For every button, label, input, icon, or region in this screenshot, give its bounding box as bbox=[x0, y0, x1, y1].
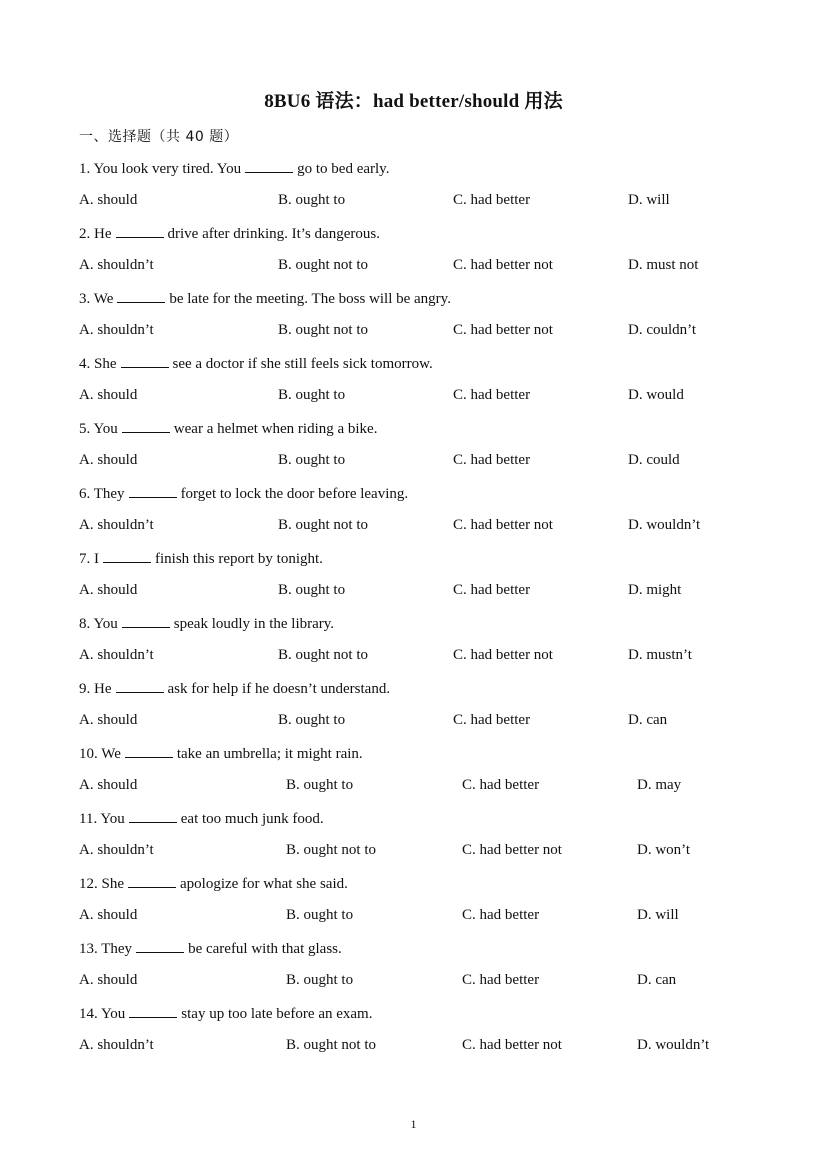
question-stem bbox=[79, 485, 408, 503]
question-stem bbox=[79, 745, 363, 763]
option-d: D. wouldn’t bbox=[637, 1037, 710, 1053]
option-b: B. ought to bbox=[278, 192, 346, 208]
option-a: A. shouldn’t bbox=[79, 842, 154, 858]
option-a: A. should bbox=[79, 972, 138, 988]
answer-blank bbox=[122, 420, 170, 433]
stem-after: be careful with that glass. bbox=[188, 941, 342, 957]
stem-before: You bbox=[93, 616, 118, 632]
question-number: 10. bbox=[79, 746, 98, 762]
option-d: D. won’t bbox=[637, 842, 691, 858]
stem-after: eat too much junk food. bbox=[180, 811, 324, 827]
section-heading: 一、选择题（共 40 题） bbox=[79, 129, 239, 145]
stem-after: stay up too late before an exam. bbox=[181, 1006, 373, 1022]
option-row bbox=[79, 517, 779, 537]
stem-before: They bbox=[101, 941, 133, 957]
page-number: 1 bbox=[410, 1117, 417, 1131]
option-row bbox=[79, 322, 779, 342]
option-d: D. can bbox=[628, 712, 668, 728]
stem-before: She bbox=[101, 876, 124, 892]
stem-after: see a doctor if she still feels sick tomorrow. bbox=[172, 356, 433, 372]
question-stem bbox=[79, 160, 389, 178]
option-a: A. should bbox=[79, 582, 138, 598]
question-number: 2. bbox=[79, 226, 91, 242]
option-row bbox=[79, 192, 779, 212]
option-a: A. should bbox=[79, 452, 138, 468]
option-c: C. had better not bbox=[453, 322, 553, 338]
stem-after: ask for help if he doesn’t understand. bbox=[167, 681, 391, 697]
answer-blank bbox=[129, 810, 177, 823]
question-item bbox=[79, 156, 779, 221]
option-b: B. ought to bbox=[278, 387, 346, 403]
stem-after: wear a helmet when riding a bike. bbox=[173, 421, 378, 437]
stem-after: speak loudly in the library. bbox=[173, 616, 335, 632]
option-row bbox=[79, 257, 779, 277]
stem-before: You bbox=[100, 1006, 126, 1022]
answer-blank bbox=[103, 550, 151, 563]
stem-before: He bbox=[94, 681, 112, 697]
question-number: 6. bbox=[79, 486, 91, 502]
option-row bbox=[79, 972, 779, 992]
option-a: A. shouldn’t bbox=[79, 257, 154, 273]
stem-before: We bbox=[93, 291, 114, 307]
question-list bbox=[79, 156, 779, 1066]
stem-before: You bbox=[93, 421, 118, 437]
answer-blank bbox=[116, 225, 164, 238]
stem-before: I bbox=[94, 551, 99, 567]
answer-blank bbox=[125, 745, 173, 758]
option-b: B. ought to bbox=[278, 582, 346, 598]
stem-after: apologize for what she said. bbox=[180, 876, 348, 892]
option-b: B. ought not to bbox=[286, 842, 377, 858]
question-item bbox=[79, 806, 779, 871]
stem-after: be late for the meeting. The boss will be angry. bbox=[169, 291, 451, 307]
option-c: C. had better not bbox=[453, 647, 553, 663]
question-stem bbox=[79, 810, 324, 828]
option-b: B. ought to bbox=[278, 452, 346, 468]
option-a: A. shouldn’t bbox=[79, 1037, 154, 1053]
stem-after: drive after drinking. It’s dangerous. bbox=[167, 226, 380, 242]
question-number: 13. bbox=[79, 941, 98, 957]
option-c: C. had better bbox=[453, 387, 531, 403]
option-c: C. had better not bbox=[453, 257, 553, 273]
option-b: B. ought to bbox=[278, 712, 346, 728]
option-d: D. could bbox=[628, 452, 680, 468]
option-c: C. had better bbox=[462, 907, 540, 923]
option-row bbox=[79, 1037, 779, 1057]
question-item bbox=[79, 741, 779, 806]
option-c: C. had better bbox=[453, 192, 531, 208]
stem-before: She bbox=[94, 356, 117, 372]
option-row bbox=[79, 582, 779, 602]
option-d: D. might bbox=[628, 582, 682, 598]
option-a: A. shouldn’t bbox=[79, 647, 154, 663]
option-d: D. wouldn’t bbox=[628, 517, 701, 533]
option-b: B. ought to bbox=[286, 777, 354, 793]
question-number: 3. bbox=[79, 291, 91, 307]
option-c: C. had better not bbox=[462, 1037, 562, 1053]
question-number: 4. bbox=[79, 356, 91, 372]
option-a: A. should bbox=[79, 777, 138, 793]
option-b: B. ought not to bbox=[278, 647, 369, 663]
question-item bbox=[79, 416, 779, 481]
stem-before: We bbox=[101, 746, 121, 762]
stem-after: take an umbrella; it might rain. bbox=[176, 746, 363, 762]
answer-blank bbox=[122, 615, 170, 628]
answer-blank bbox=[121, 355, 169, 368]
question-stem bbox=[79, 680, 390, 698]
answer-blank bbox=[128, 875, 176, 888]
option-row bbox=[79, 712, 779, 732]
page-title: 8BU6 语法：had better/should 用法 bbox=[264, 91, 563, 112]
option-b: B. ought not to bbox=[286, 1037, 377, 1053]
stem-before: They bbox=[93, 486, 125, 502]
stem-before: You bbox=[100, 811, 125, 827]
stem-before: He bbox=[94, 226, 112, 242]
option-c: C. had better bbox=[453, 452, 531, 468]
option-a: A. should bbox=[79, 192, 138, 208]
option-d: D. will bbox=[637, 907, 679, 923]
option-d: D. will bbox=[628, 192, 670, 208]
option-c: C. had better not bbox=[453, 517, 553, 533]
question-item bbox=[79, 611, 779, 676]
question-stem bbox=[79, 1005, 372, 1023]
option-row bbox=[79, 647, 779, 667]
question-number: 12. bbox=[79, 876, 98, 892]
question-stem bbox=[79, 550, 323, 568]
option-a: A. should bbox=[79, 712, 138, 728]
answer-blank bbox=[245, 160, 293, 173]
option-b: B. ought not to bbox=[278, 517, 369, 533]
question-number: 9. bbox=[79, 681, 91, 697]
option-b: B. ought to bbox=[286, 972, 354, 988]
option-b: B. ought to bbox=[286, 907, 354, 923]
stem-after: go to bed early. bbox=[297, 161, 390, 177]
stem-after: finish this report by tonight. bbox=[155, 551, 323, 567]
option-row bbox=[79, 907, 779, 927]
question-stem bbox=[79, 615, 334, 633]
question-item bbox=[79, 676, 779, 741]
option-a: A. shouldn’t bbox=[79, 517, 154, 533]
option-c: C. had better bbox=[462, 972, 540, 988]
answer-blank bbox=[117, 290, 165, 303]
option-b: B. ought not to bbox=[278, 322, 369, 338]
option-a: A. shouldn’t bbox=[79, 322, 154, 338]
option-d: D. can bbox=[637, 972, 677, 988]
question-item bbox=[79, 351, 779, 416]
option-row bbox=[79, 777, 779, 797]
answer-blank bbox=[136, 940, 184, 953]
option-c: C. had better not bbox=[462, 842, 562, 858]
question-number: 1. bbox=[79, 161, 91, 177]
question-stem bbox=[79, 225, 380, 243]
option-d: D. would bbox=[628, 387, 684, 403]
option-c: C. had better bbox=[453, 712, 531, 728]
option-d: D. may bbox=[637, 777, 682, 793]
answer-blank bbox=[116, 680, 164, 693]
question-item bbox=[79, 546, 779, 611]
question-item bbox=[79, 481, 779, 546]
option-a: A. should bbox=[79, 387, 138, 403]
question-stem bbox=[79, 290, 451, 308]
option-d: D. mustn’t bbox=[628, 647, 692, 663]
option-row bbox=[79, 452, 779, 472]
question-number: 11. bbox=[79, 811, 98, 827]
question-item bbox=[79, 286, 779, 351]
question-number: 8. bbox=[79, 616, 91, 632]
question-number: 5. bbox=[79, 421, 91, 437]
question-item bbox=[79, 871, 779, 936]
option-c: C. had better bbox=[462, 777, 540, 793]
stem-after: forget to lock the door before leaving. bbox=[180, 486, 409, 502]
question-item bbox=[79, 1001, 779, 1066]
answer-blank bbox=[129, 485, 177, 498]
answer-blank bbox=[129, 1005, 177, 1018]
question-number: 7. bbox=[79, 551, 91, 567]
question-stem bbox=[79, 420, 377, 438]
option-row bbox=[79, 842, 779, 862]
option-c: C. had better bbox=[453, 582, 531, 598]
option-d: D. must not bbox=[628, 257, 699, 273]
question-item bbox=[79, 936, 779, 1001]
question-stem bbox=[79, 875, 348, 893]
question-item bbox=[79, 221, 779, 286]
option-b: B. ought not to bbox=[278, 257, 369, 273]
option-d: D. couldn’t bbox=[628, 322, 697, 338]
stem-before: You look very tired. You bbox=[93, 161, 242, 177]
option-row bbox=[79, 387, 779, 407]
question-stem bbox=[79, 940, 342, 958]
option-a: A. should bbox=[79, 907, 138, 923]
question-number: 14. bbox=[79, 1006, 98, 1022]
question-stem bbox=[79, 355, 433, 373]
